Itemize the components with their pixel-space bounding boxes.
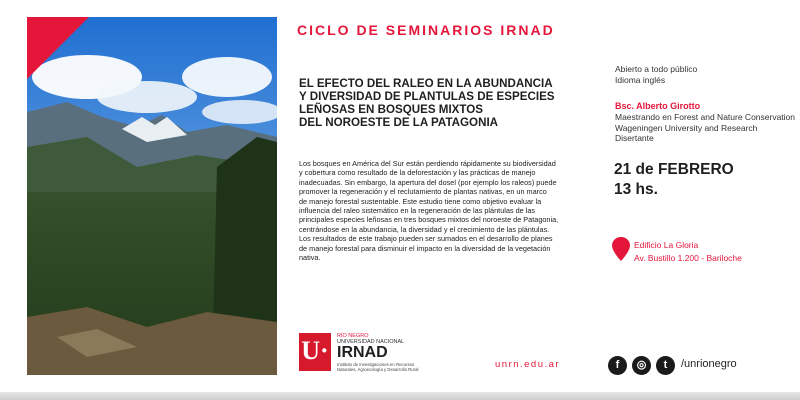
- access-info: [615, 64, 697, 85]
- logo-subtitle: [337, 362, 437, 372]
- abstract-line: de manejo forestal para disminuir el impacto en la diversidad de la vegetación: [299, 243, 551, 253]
- abstract-line: nativa.: [299, 253, 321, 263]
- twitter-icon[interactable]: t: [656, 356, 675, 375]
- venue-address: Av. Bustillo 1.200 - Bariloche: [634, 252, 742, 263]
- event-date: 21 de FEBRERO: [614, 161, 734, 178]
- speaker-institution: Wageningen University and Research: [615, 122, 758, 133]
- speaker-role: Disertante: [615, 133, 654, 143]
- logo-university: UNIVERSIDAD NACIONAL: [337, 339, 405, 345]
- location-pin-icon: [612, 237, 630, 266]
- logo-region: RÍO NEGRO: [337, 333, 369, 339]
- speaker-degree: Maestrando en Forest and Nature Conservation: [615, 112, 796, 122]
- abstract-line: de manejo forestal sustentable. Este estudio tiene como objetivo evaluar la: [299, 196, 542, 206]
- bottom-shadow: [0, 392, 800, 400]
- speaker-details: [615, 112, 795, 144]
- social-handle[interactable]: /unrionegro: [681, 358, 737, 370]
- logo-subtitle-line: Naturales, Agroecología y Desarrollo Rural: [337, 367, 419, 372]
- talk-title-line: Y DIVERSIDAD DE PLANTULAS DE ESPECIES: [299, 90, 555, 103]
- talk-title: [299, 77, 589, 129]
- facebook-icon[interactable]: f: [608, 356, 627, 375]
- abstract-line: y cobertura como resultado de la deforestación y las prácticas de manejo: [299, 168, 536, 178]
- venue-name: Edificio La Gloria: [634, 240, 699, 250]
- talk-title-line: DEL NOROESTE DE LA PATAGONIA: [299, 116, 499, 129]
- abstract-line: Los bosques en América del Sur están perdiendo rápidamente su biodiversidad: [299, 159, 556, 168]
- red-corner-accent: [27, 17, 89, 79]
- talk-title-line: LEÑOSAS EN BOSQUES MIXTOS: [299, 103, 484, 116]
- language-label: Idioma inglés: [615, 74, 666, 85]
- abstract-line: Los resultados de este trabajo pueden ser sumados en el desarrollo de planes: [299, 234, 553, 244]
- abstract: [299, 159, 589, 262]
- abstract-line: inadecuadas. Sin embargo, la apertura del dosel (por ejemplo los raleos) puede: [299, 177, 557, 187]
- event-datetime: [614, 160, 734, 200]
- series-title: CICLO DE SEMINARIOS IRNAD: [297, 22, 555, 38]
- speaker-name: Bsc. Alberto Girotto: [615, 101, 701, 111]
- abstract-line: influencia del raleo sistemático en la regeneración de las plántulas de las: [299, 206, 536, 216]
- venue: [634, 239, 742, 264]
- logo-subtitle-line: Instituto de Investigaciones en Recursos: [337, 362, 415, 367]
- unrn-logo-mark: U·: [299, 333, 331, 371]
- talk-title-line: EL EFECTO DEL RALEO EN LA ABUNDANCIA: [299, 77, 553, 90]
- instagram-icon[interactable]: ◎: [632, 356, 651, 375]
- abstract-line: centrándose en la abundancia, la diversidad y el crecimiento de las plántulas.: [299, 224, 550, 234]
- access-label: Abierto a todo público: [615, 64, 698, 74]
- abstract-line: principales especies leñosas en tres bosques mixtos del noroeste de Patagonia,: [299, 215, 559, 225]
- logo-name: IRNAD: [337, 344, 388, 361]
- event-time: 13 hs.: [614, 181, 658, 198]
- website-link[interactable]: unrn.edu.ar: [495, 359, 561, 370]
- abstract-line: promover la regeneración y el reclutamiento de plantas nativas, en un marco: [299, 187, 547, 197]
